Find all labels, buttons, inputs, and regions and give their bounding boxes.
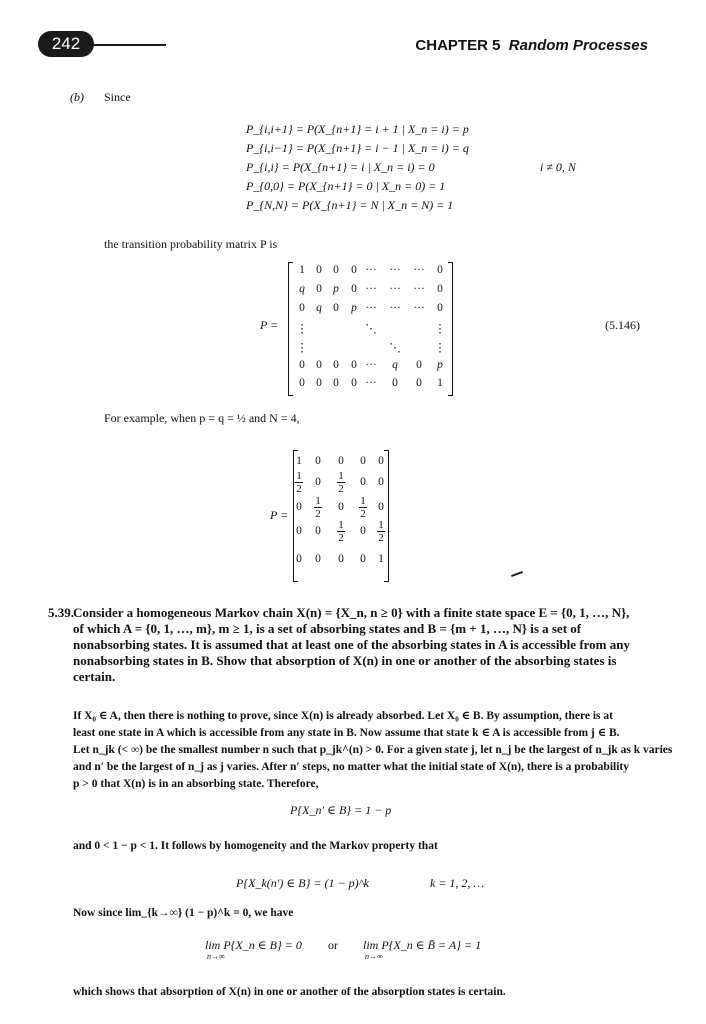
matrix-cell: q: [316, 302, 322, 314]
example-matrix-cell: 1: [378, 553, 384, 565]
problem-statement: [73, 605, 663, 685]
example-intro: For example, when p = q = ½ and N = 4,: [104, 411, 300, 425]
matrix-cell: 0: [351, 283, 357, 295]
example-matrix-cell: $\frac{1}{2}$: [360, 495, 366, 520]
example-matrix-cell: 0: [296, 501, 302, 513]
example-matrix-cell: 0: [296, 553, 302, 565]
limit-subscript-left: n→∞: [207, 952, 225, 961]
matrix-cell: p: [333, 283, 339, 295]
example-matrix-cell: 0: [338, 553, 344, 565]
example-matrix-cell: 0: [338, 501, 344, 513]
equation-p-backward: P_{i,i−1} = P(X_{n+1} = i − 1 | X_n = i) = q: [246, 141, 469, 155]
header-rule: [90, 44, 166, 46]
solution-line: If X₀ ∈ A, then there is nothing to prove, since X(n) is already absorbed. Let X₀ ∈ B. By assumption, there is at: [73, 710, 613, 722]
matrix-cell: 0: [351, 377, 357, 389]
equation-number: (5.146): [605, 318, 640, 332]
matrix-cell: 0: [437, 283, 443, 295]
matrix-cell: ⋱: [365, 323, 377, 335]
example-matrix-cell: 0: [378, 501, 384, 513]
matrix-left-bracket: [288, 262, 293, 396]
solution-line: least one state in A which is accessible from any state in B. Now assume that state k ∈ A is accessible from j ∈ B.: [73, 727, 620, 739]
matrix-cell: ···: [365, 283, 377, 295]
example-matrix-label: P =: [270, 508, 289, 522]
matrix-cell: ···: [365, 359, 377, 371]
example-matrix-cell: 0: [315, 455, 321, 467]
matrix-cell: 0: [299, 302, 305, 314]
matrix-cell: 1: [299, 264, 305, 276]
example-matrix-cell: 0: [296, 525, 302, 537]
solution-line: and n′ be the largest of n_j as j varies. After n′ steps, no matter what the initial state of X(n), there is a probability: [73, 761, 629, 773]
matrix-cell: ···: [365, 264, 377, 276]
matrix-cell: ···: [365, 302, 377, 314]
stray-mark: [511, 571, 523, 577]
matrix-intro: the transition probability matrix P is: [104, 237, 278, 251]
part-label: (b): [70, 90, 84, 104]
chapter-number: CHAPTER 5: [415, 37, 501, 54]
matrix-cell: 0: [437, 264, 443, 276]
solution-homogeneity-line: and 0 < 1 − p < 1. It follows by homogeneity and the Markov property that: [73, 840, 438, 852]
matrix-cell: 1: [437, 377, 443, 389]
matrix-cell: ···: [365, 377, 377, 389]
matrix-cell: 0: [416, 359, 422, 371]
matrix-cell: 0: [316, 359, 322, 371]
equation-limit-B: lim P{X_n ∈ B} = 0: [205, 938, 302, 952]
matrix-cell: q: [299, 283, 305, 295]
solution-line: p > 0 that X(n) is in an absorbing state. Therefore,: [73, 778, 319, 790]
example-matrix-cell: 0: [315, 525, 321, 537]
example-matrix-cell: 0: [360, 525, 366, 537]
matrix-cell: 0: [416, 377, 422, 389]
example-matrix-cell: $\frac{1}{2}$: [378, 519, 384, 544]
since-text: Since: [104, 90, 131, 104]
example-matrix-cell: $\frac{1}{2}$: [315, 495, 321, 520]
matrix-cell: 0: [333, 302, 339, 314]
example-matrix-cell: 0: [360, 455, 366, 467]
equation-p-stay: P_{i,i} = P(X_{n+1} = i | X_n = i) = 0: [246, 160, 435, 174]
matrix-cell: 0: [333, 377, 339, 389]
matrix-cell: ⋮: [434, 342, 446, 354]
matrix-cell: ···: [389, 283, 401, 295]
solution-paragraph: [73, 708, 673, 793]
solution-line: Let n_jk (< ∞) be the smallest number n such that p_jk^(n) > 0. For a given state j, let n_j be the largest of n_jk as k varies: [73, 744, 673, 756]
matrix-cell: 0: [333, 264, 339, 276]
matrix-cell: 0: [351, 264, 357, 276]
matrix-cell: ⋮: [296, 342, 308, 354]
example-matrix-cell: 0: [338, 455, 344, 467]
problem-number: 5.39.: [48, 605, 74, 620]
example-matrix-cell: 0: [378, 476, 384, 488]
or-text: or: [328, 938, 338, 952]
matrix-cell: 0: [351, 359, 357, 371]
matrix-cell: 0: [316, 264, 322, 276]
matrix-cell: ···: [413, 302, 425, 314]
matrix-cell: 0: [333, 359, 339, 371]
matrix-cell: 0: [392, 377, 398, 389]
example-matrix-cell: $\frac{1}{2}$: [296, 470, 302, 495]
example-matrix-cell: 0: [315, 553, 321, 565]
matrix-cell: 0: [299, 377, 305, 389]
equation-k-range: k = 1, 2, …: [430, 876, 485, 890]
problem-line: of which A = {0, 1, …, m}, m ≥ 1, is a set of absorbing states and B = {m + 1, …, N} is a set of: [73, 621, 582, 636]
example-matrix-cell: $\frac{1}{2}$: [338, 519, 344, 544]
solution-limit-line: Now since lim_{k→∞} (1 − p)^k = 0, we have: [73, 907, 294, 919]
matrix-cell: ···: [413, 283, 425, 295]
matrix-cell: 0: [299, 359, 305, 371]
example-matrix-cell: 0: [378, 455, 384, 467]
example-matrix-cell: 0: [360, 553, 366, 565]
equation-p-forward: P_{i,i+1} = P(X_{n+1} = i + 1 | X_n = i) = p: [246, 122, 469, 136]
matrix-cell: q: [392, 359, 398, 371]
example-matrix-cell: $\frac{1}{2}$: [338, 470, 344, 495]
problem-line: Consider a homogeneous Markov chain X(n) = {X_n, n ≥ 0} with a finite state space E = {0, 1, …, N},: [73, 605, 630, 620]
equation-pNN: P_{N,N} = P(X_{n+1} = N | X_n = N) = 1: [246, 198, 454, 212]
example-matrix-cell: 1: [296, 455, 302, 467]
matrix-label: P =: [260, 318, 279, 332]
matrix-cell: ⋮: [296, 323, 308, 335]
matrix-cell: ···: [389, 264, 401, 276]
matrix-right-bracket: [448, 262, 453, 396]
equation-p-stay-condition: i ≠ 0, N: [540, 160, 576, 174]
example-matrix-cell: 0: [315, 476, 321, 488]
equation-prob-k-steps: P{X_k(n′) ∈ B} = (1 − p)^k: [236, 876, 369, 890]
chapter-heading: [415, 37, 648, 54]
matrix-cell: p: [351, 302, 357, 314]
matrix-cell: ···: [413, 264, 425, 276]
limit-subscript-right: n→∞: [365, 952, 383, 961]
matrix-cell: 0: [316, 377, 322, 389]
chapter-title: Random Processes: [508, 37, 648, 54]
equation-p00: P_{0,0} = P(X_{n+1} = 0 | X_n = 0) = 1: [246, 179, 446, 193]
problem-line: nonabsorbing states. It is assumed that at least one of the absorbing states in A is accessible from any: [73, 637, 630, 652]
equation-limit-A: lim P{X_n ∈ B̄ = A} = 1: [363, 938, 482, 952]
matrix-cell: ⋮: [434, 323, 446, 335]
problem-line: certain.: [73, 669, 116, 684]
matrix-cell: ⋱: [389, 342, 401, 354]
equation-prob-nonabsorbed: P{X_n′ ∈ B} = 1 − p: [290, 803, 392, 817]
example-matrix-cell: 0: [360, 476, 366, 488]
matrix-cell: ···: [389, 302, 401, 314]
page-number-badge: 242: [38, 31, 94, 57]
solution-conclusion: which shows that absorption of X(n) in one or another of the absorption states is certain.: [73, 986, 506, 998]
matrix-cell: 0: [316, 283, 322, 295]
matrix-cell: p: [437, 359, 443, 371]
problem-line: nonabsorbing states in B. Show that absorption of X(n) in one or another of the absorbing states is: [73, 653, 617, 668]
matrix-cell: 0: [437, 302, 443, 314]
